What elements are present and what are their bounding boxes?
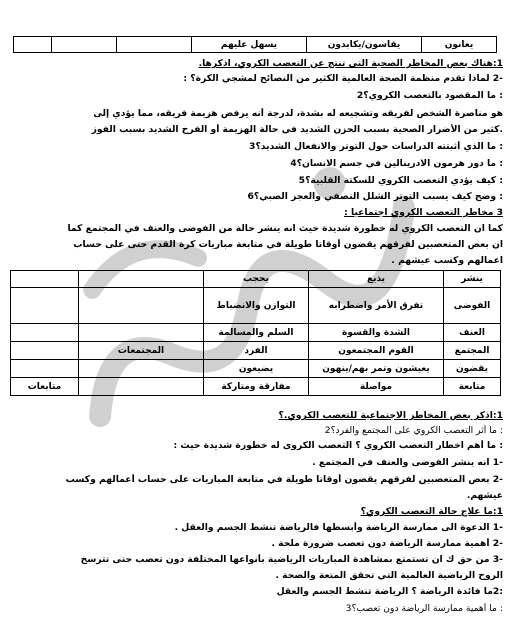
grid-cell bbox=[11, 342, 79, 360]
grid-cell: الفوضى bbox=[444, 288, 501, 324]
grid-cell: يذيع bbox=[309, 271, 444, 288]
grid-cell: مواصلة bbox=[309, 378, 444, 396]
grid-cell: يحجب bbox=[204, 271, 309, 288]
grid-cell: التوازن والانضباط bbox=[204, 288, 309, 324]
answer-line: -1 الدعوة الى ممارسة الرياضة وأبسطها فالرياضة تنشط الجسم والعقل . bbox=[174, 522, 503, 533]
grid-cell: المجتمعات bbox=[79, 342, 204, 360]
answer-line: -2 أهمية ممارسة الرياضة دون تعصب ضرورة ملحة . bbox=[271, 538, 503, 549]
answer-line: -2 بعض المتعصبين لفرقهم يقضون أوقاتا طويلة في متابعة المباريات على حساب أعمالهم وكسب bbox=[65, 474, 503, 485]
grid-cell: الشدة والقسوة bbox=[309, 324, 444, 342]
question-line: -2 لماذا تقدم منظمة الصحة العالمية الكثير من النصائح لمشجي الكرة؟ : bbox=[183, 73, 503, 84]
grid-cell bbox=[79, 378, 204, 396]
vocab-grid bbox=[10, 270, 501, 396]
paragraph-line: ان بعض المتعصبين لفرقهم يقضون أوقاتا طويلة في متابعة مباريات كرة القدم حتى على حساب bbox=[73, 239, 503, 250]
top-cell bbox=[52, 37, 117, 53]
grid-cell bbox=[11, 288, 79, 324]
grid-cell bbox=[11, 324, 79, 342]
grid-cell bbox=[11, 360, 79, 378]
question-line: : ما المقصود بالتعصب الكروي؟2 bbox=[356, 90, 503, 101]
grid-cell: يعيشون وتمر بهم/ينهون bbox=[309, 360, 444, 378]
top-cell: يسهل عليهم bbox=[192, 37, 307, 53]
answer-line: -3 من حق ك ان تستمتع بمشاهدة المباريات الرياضية بأنواعها المختلفة دون تعصب حتى تترسخ bbox=[80, 554, 503, 565]
grid-cell bbox=[79, 324, 204, 342]
grid-cell: الفرد bbox=[204, 342, 309, 360]
grid-cell: السلم والمسالمة bbox=[204, 324, 309, 342]
question-line: : ما أهمية ممارسة الرياضة دون تعصب؟3 bbox=[345, 603, 503, 614]
grid-cell bbox=[79, 271, 204, 288]
grid-cell: يقضون bbox=[444, 360, 501, 378]
grid-cell: المجتمع bbox=[444, 342, 501, 360]
grid-cell: متابعة bbox=[444, 378, 501, 396]
question-line: 1:اذكر بعض المخاطر الاجتماعية للتعصب الكروي.؟ bbox=[278, 410, 503, 421]
question-line: : ما دور هرمون الادرينالين في جسم الانسان؟4 bbox=[290, 158, 503, 169]
grid-cell: متابعات bbox=[11, 378, 79, 396]
section-heading: 3 مخاطر التعصب الكروي اجتماعيا : bbox=[344, 207, 503, 218]
top-cell: يقاسون/يكابدون bbox=[307, 37, 422, 53]
question-line: : كيف يؤدي التعصب الكروي للسكتة القلبية؟5 bbox=[298, 175, 503, 186]
answer-line: -1 انه ينشر الفوضى والعنف في المجتمع . bbox=[312, 457, 503, 468]
grid-cell: مفارقة ومتاركة bbox=[204, 378, 309, 396]
question-line: :2ما فائدة الرياضة ؟ الرياضة تنشط الجسم والعقل bbox=[276, 586, 503, 597]
question-line: : ما أهم اخطار التعصب الكروي ؟ التعصب الكروى له خطورة شديدة حيث : bbox=[173, 440, 503, 451]
question-line: 1:ما علاج حالة التعصب الكروي؟ bbox=[360, 506, 503, 517]
paragraph-line: كما ان التعصب الكروي له خطورة شديدة حيث انه ينشر حالة من الفوضى والعنف في المجتمع كما bbox=[67, 223, 503, 234]
answer-line: هو مناصرة الشخص لفريقه وتشجيعه له بشدة، لدرجة أنه يرفض هزيمة فريقه، مما يؤدي إلى bbox=[93, 108, 503, 119]
grid-cell: تفرق الأمر واضطرابه bbox=[309, 288, 444, 324]
grid-cell: ينشر bbox=[444, 271, 501, 288]
top-vocab-table bbox=[13, 36, 497, 53]
grid-cell bbox=[11, 271, 79, 288]
answer-line: .كثير من الأضرار الصحية بسبب الحزن الشديد في حالة الهزيمة أو الفرح الشديد بسبب الفوز bbox=[91, 124, 503, 135]
grid-cell bbox=[79, 360, 204, 378]
top-cell bbox=[14, 37, 52, 53]
grid-cell: العنف bbox=[444, 324, 501, 342]
answer-line: عيشهم. bbox=[466, 490, 503, 501]
grid-cell bbox=[79, 288, 204, 324]
answer-line: الروح الرياضية العالمية التي تحقق المتعة والصحة . bbox=[275, 570, 503, 581]
question-line: 1:هناك بعض المخاطر الصحية التي تنتج عن التعصب الكروي، اذكرها. bbox=[198, 58, 503, 69]
paragraph-line: اعمالهم وكسب عيشهم . bbox=[391, 255, 503, 266]
top-cell bbox=[117, 37, 192, 53]
grid-cell: يضيعون bbox=[204, 360, 309, 378]
question-line: : ما أثر التعصب الكروي على المجتمع والفرد؟2 bbox=[324, 425, 503, 436]
grid-cell: القوم المجتمعون bbox=[309, 342, 444, 360]
top-cell: يعانون bbox=[422, 37, 497, 53]
question-line: : ما الذي أثبتته الدراسات حول التوتر والانفعال الشديد؟3 bbox=[249, 141, 503, 152]
question-line: : وضح كيف يسبب التوتر الشلل النصفي والعجز الصبي؟6 bbox=[247, 191, 503, 202]
